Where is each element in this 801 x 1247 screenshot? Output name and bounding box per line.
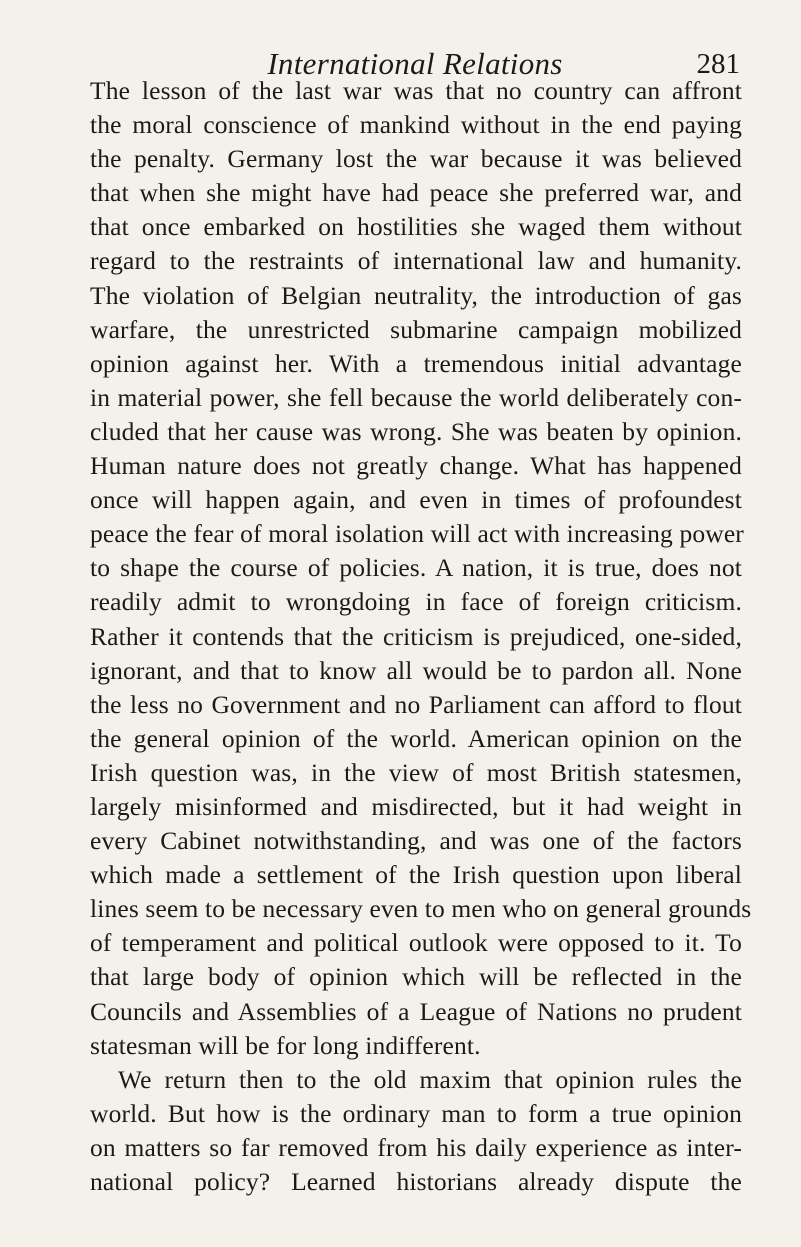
text-line: on matters so far removed from his daily experience as inter- — [90, 1132, 742, 1162]
text-line: readily admit to wrongdoing in face of foreign criticism. — [90, 587, 742, 617]
text-line: peace the fear of moral isolation will act with increasing power — [90, 519, 744, 549]
text-line: largely misinformed and misdirected, but it had weight in — [90, 791, 742, 821]
text-line: ignorant, and that to know all would be to pardon all. None — [90, 655, 742, 685]
text-line: every Cabinet notwithstanding, and was one of the factors — [90, 826, 742, 856]
text-line: in material power, she fell because the world deliberately con- — [90, 382, 742, 412]
text-line: that large body of opinion which will be reflected in the — [90, 962, 742, 992]
body-text — [90, 74, 752, 1199]
text-line: which made a settlement of the Irish question upon liberal — [90, 860, 742, 890]
text-line: to shape the course of policies. A nation, it is true, does not — [90, 553, 742, 583]
text-line: the less no Government and no Parliament can afford to flout — [90, 689, 742, 719]
text-line: statesman will be for long indifferent. — [90, 1030, 481, 1060]
text-line: Councils and Assemblies of a League of Nations no prudent — [90, 996, 742, 1026]
text-line: Rather it contends that the criticism is prejudiced, one-sided, — [90, 621, 742, 651]
text-line: Human nature does not greatly change. What has happened — [90, 451, 742, 481]
text-line: once will happen again, and even in times of profoundest — [90, 485, 742, 515]
page-number: 281 — [696, 48, 740, 80]
text-line: that once embarked on hostilities she waged them without — [90, 212, 742, 242]
text-line: the general opinion of the world. American opinion on the — [90, 723, 742, 753]
running-title: International Relations — [267, 46, 563, 81]
text-line: lines seem to be necessary even to men who on general grounds — [90, 894, 752, 924]
paragraph-1 — [90, 74, 752, 1063]
text-line: world. But how is the ordinary man to form a true opinion — [90, 1098, 742, 1128]
text-line: The lesson of the last war was that no country can affront — [90, 76, 742, 105]
text-line: the moral conscience of mankind without in the end paying — [90, 110, 742, 140]
text-line: opinion against her. With a tremendous initial advantage — [90, 348, 742, 378]
text-line: regard to the restraints of international law and humanity. — [90, 246, 742, 276]
text-line: Irish question was, in the view of most British statesmen, — [90, 757, 742, 787]
text-line: We return then to the old maxim that opinion rules the — [118, 1064, 742, 1094]
text-line: national policy? Learned historians already dispute the — [90, 1167, 742, 1196]
text-line: of temperament and political outlook were opposed to it. To — [90, 928, 742, 958]
text-line: warfare, the unrestricted submarine campaign mobilized — [90, 314, 742, 344]
text-line: that when she might have had peace she preferred war, and — [90, 178, 742, 208]
text-line: the penalty. Germany lost the war because it was believed — [90, 144, 742, 174]
text-line: The violation of Belgian neutrality, the introduction of gas — [90, 280, 742, 310]
paragraph-2 — [90, 1063, 742, 1199]
text-line: cluded that her cause was wrong. She was beaten by opinion. — [90, 416, 742, 446]
